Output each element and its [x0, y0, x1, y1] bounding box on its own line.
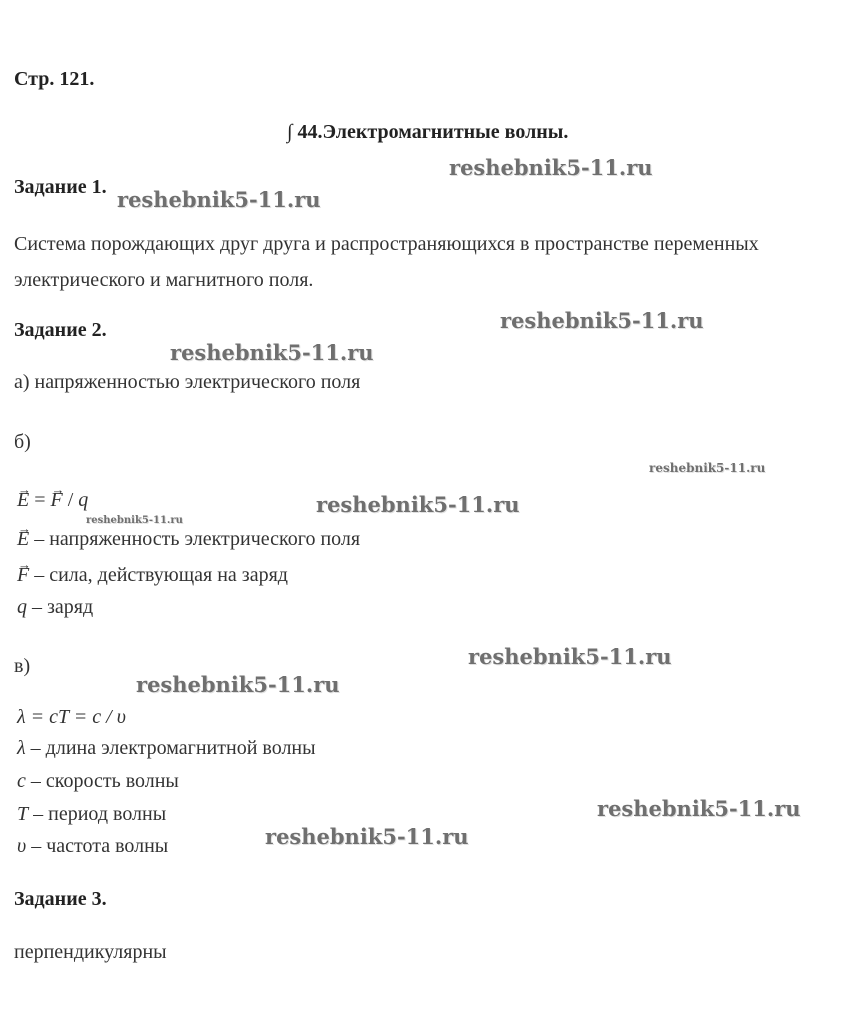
watermark: reshebnik5-11.ru: [500, 308, 704, 333]
definition-text: – заряд: [32, 596, 94, 618]
definition-row: [17, 804, 166, 824]
task-2-heading: Задание 2.: [14, 319, 107, 341]
definition-symbol: υ: [17, 835, 27, 857]
definition-symbol: → F: [17, 565, 29, 585]
division-slash: /: [67, 489, 74, 511]
charge-symbol: q: [78, 489, 89, 511]
watermark: reshebnik5-11.ru: [597, 796, 801, 821]
watermark: reshebnik5-11.ru: [170, 340, 374, 365]
definition-row: [17, 529, 360, 549]
watermark: reshebnik5-11.ru: [449, 155, 653, 180]
task-2-part-a: а) напряженностью электрического поля: [14, 371, 361, 393]
definition-row: [17, 771, 179, 791]
watermark: reshebnik5-11.ru: [136, 672, 340, 697]
definition-symbol: → E: [17, 529, 29, 549]
vector-e-symbol: → E: [17, 490, 29, 510]
definition-text: – период волны: [33, 803, 167, 825]
formula-electric-field: [17, 490, 88, 510]
watermark: reshebnik5-11.ru: [117, 187, 321, 212]
definition-row: [17, 597, 93, 617]
section-title: ∫ 44.Электромагнитные волны.: [287, 121, 569, 143]
watermark: reshebnik5-11.ru: [468, 644, 672, 669]
task-2-part-c-label: в): [14, 655, 31, 677]
task-1-answer: Система порождающих друг друга и распространяющихся в пространстве переменных электрического и магнитного поля.: [14, 233, 759, 291]
definition-symbol: c: [17, 770, 26, 792]
definition-text: – сила, действующая на заряд: [34, 564, 288, 586]
page-reference: Стр. 121.: [14, 68, 95, 90]
definition-text: – длина электромагнитной волны: [30, 737, 316, 759]
definition-row: [17, 836, 168, 856]
watermark: reshebnik5-11.ru: [265, 824, 469, 849]
definition-text: – скорость волны: [30, 770, 179, 792]
definition-symbol: q: [17, 596, 27, 618]
task-3-heading: Задание 3.: [14, 888, 107, 910]
watermark: reshebnik5-11.ru: [86, 515, 183, 526]
watermark: reshebnik5-11.ru: [649, 461, 766, 475]
equals-sign: =: [34, 489, 46, 511]
definition-text: – напряженность электрического поля: [34, 528, 361, 550]
definition-text: – частота волны: [31, 835, 169, 857]
vector-f-symbol: → F: [51, 490, 63, 510]
task-2-part-b-label: б): [14, 431, 31, 453]
task-3-answer: перпендикулярны: [14, 941, 167, 963]
definition-symbol: λ: [17, 737, 26, 759]
formula-wavelength: λ = cT = c / υ: [17, 706, 126, 728]
definition-row: [17, 565, 288, 585]
task-1-heading: Задание 1.: [14, 176, 107, 198]
definition-symbol: T: [17, 803, 29, 825]
definition-row: [17, 738, 316, 758]
watermark: reshebnik5-11.ru: [316, 492, 520, 517]
